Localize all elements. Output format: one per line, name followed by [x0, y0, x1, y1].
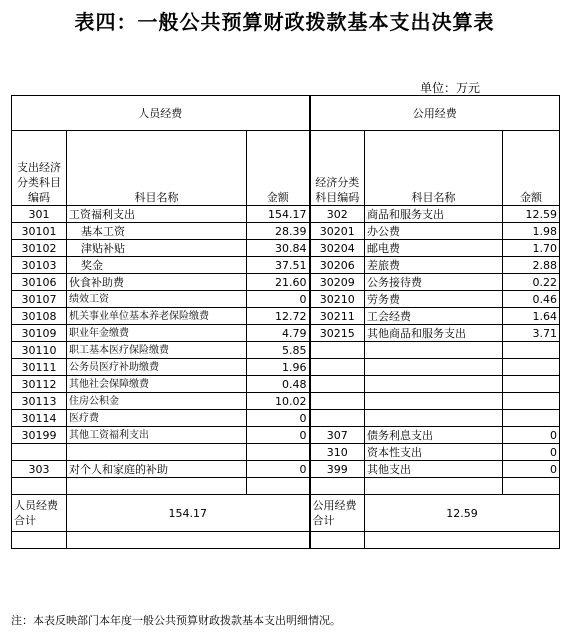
unit-label: 单位：万元	[420, 81, 481, 95]
right-code-cell	[310, 376, 365, 393]
empty-cell	[12, 532, 67, 549]
left-code-cell: 30103	[12, 257, 67, 274]
right-code-cell: 30206	[310, 257, 365, 274]
right-name-cell	[365, 410, 503, 427]
right-name-cell: 债务利息支出	[365, 427, 503, 444]
right-code-cell: 30210	[310, 291, 365, 308]
left-name-cell: 奖金	[67, 257, 247, 274]
left-code-cell: 30108	[12, 308, 67, 325]
right-name-cell: 办公费	[365, 223, 503, 240]
left-amount-cell: 10.02	[247, 393, 310, 410]
left-code-cell: 30114	[12, 410, 67, 427]
left-amount-cell: 0	[247, 427, 310, 444]
right-code-cell	[310, 342, 365, 359]
left-name-cell: 工资福利支出	[67, 206, 247, 223]
left-amount-cell: 12.72	[247, 308, 310, 325]
right-amount-cell: 1.70	[503, 240, 560, 257]
right-amount-cell: 0	[503, 444, 560, 461]
left-name-cell	[67, 478, 247, 495]
public-total-value: 12.59	[365, 495, 560, 532]
table-row	[12, 308, 560, 325]
right-name-cell: 工会经费	[365, 308, 503, 325]
right-amount-cell	[503, 342, 560, 359]
left-code-cell: 30101	[12, 223, 67, 240]
table-row	[12, 325, 560, 342]
table-row	[12, 274, 560, 291]
left-name-cell: 绩效工资	[67, 291, 247, 308]
right-amount-cell: 3.71	[503, 325, 560, 342]
left-name-cell: 机关事业单位基本养老保险缴费	[67, 308, 247, 325]
right-code-cell: 310	[310, 444, 365, 461]
right-name-cell: 商品和服务支出	[365, 206, 503, 223]
name-right-header: 科目名称	[365, 131, 503, 206]
right-name-cell: 资本性支出	[365, 444, 503, 461]
table-body	[12, 206, 560, 495]
right-amount-cell: 1.98	[503, 223, 560, 240]
left-name-cell: 伙食补助费	[67, 274, 247, 291]
right-amount-cell	[503, 359, 560, 376]
right-code-cell: 30201	[310, 223, 365, 240]
left-amount-cell	[247, 478, 310, 495]
left-name-cell: 基本工资	[67, 223, 247, 240]
amount-left-header: 金额	[247, 131, 310, 206]
table-row	[12, 359, 560, 376]
right-name-cell: 邮电费	[365, 240, 503, 257]
empty-cell	[67, 532, 310, 549]
left-code-cell: 30110	[12, 342, 67, 359]
right-amount-cell	[503, 393, 560, 410]
right-amount-cell: 0.22	[503, 274, 560, 291]
personnel-total-label: 人员经费合计	[12, 495, 67, 532]
left-name-cell: 其他社会保障缴费	[67, 376, 247, 393]
left-amount-cell: 0	[247, 291, 310, 308]
right-name-cell: 其他商品和服务支出	[365, 325, 503, 342]
right-amount-cell: 12.59	[503, 206, 560, 223]
right-amount-cell	[503, 478, 560, 495]
code-right-header: 经济分类科目编码	[310, 131, 365, 206]
left-code-cell: 30199	[12, 427, 67, 444]
left-code-cell: 30102	[12, 240, 67, 257]
right-amount-cell	[503, 376, 560, 393]
table-row	[12, 444, 560, 461]
right-code-cell: 30215	[310, 325, 365, 342]
left-amount-cell: 0.48	[247, 376, 310, 393]
right-code-cell: 30209	[310, 274, 365, 291]
left-code-cell: 303	[12, 461, 67, 478]
left-name-cell: 对个人和家庭的补助	[67, 461, 247, 478]
left-name-cell: 公务员医疗补助缴费	[67, 359, 247, 376]
left-amount-cell: 1.96	[247, 359, 310, 376]
left-amount-cell: 0	[247, 461, 310, 478]
code-left-header: 支出经济分类科目编码	[12, 131, 67, 206]
left-name-cell: 其他工资福利支出	[67, 427, 247, 444]
right-amount-cell: 1.64	[503, 308, 560, 325]
footnote: 注：本表反映部门本年度一般公共预算财政拨款基本支出明细情况。	[11, 614, 341, 627]
right-code-cell: 30211	[310, 308, 365, 325]
right-code-cell	[310, 359, 365, 376]
left-code-cell: 30111	[12, 359, 67, 376]
left-code-cell: 30109	[12, 325, 67, 342]
right-code-cell	[310, 478, 365, 495]
left-code-cell: 30107	[12, 291, 67, 308]
left-name-cell: 住房公积金	[67, 393, 247, 410]
left-amount-cell: 4.79	[247, 325, 310, 342]
right-name-cell	[365, 376, 503, 393]
left-amount-cell: 154.17	[247, 206, 310, 223]
public-total-label: 公用经费合计	[310, 495, 365, 532]
left-amount-cell: 30.84	[247, 240, 310, 257]
right-code-cell: 30204	[310, 240, 365, 257]
right-name-cell	[365, 478, 503, 495]
expenditure-table	[11, 95, 560, 549]
page-title: 表四：一般公共预算财政拨款基本支出决算表	[74, 10, 495, 34]
left-code-cell	[12, 478, 67, 495]
right-code-cell: 302	[310, 206, 365, 223]
right-code-cell: 399	[310, 461, 365, 478]
right-amount-cell: 2.88	[503, 257, 560, 274]
left-name-cell: 津贴补贴	[67, 240, 247, 257]
table-row	[12, 223, 560, 240]
amount-right-header: 金额	[503, 131, 560, 206]
left-amount-cell	[247, 444, 310, 461]
right-code-cell	[310, 393, 365, 410]
table-row	[12, 376, 560, 393]
right-name-cell	[365, 342, 503, 359]
right-amount-cell: 0	[503, 461, 560, 478]
table-row	[12, 291, 560, 308]
table-row	[12, 461, 560, 478]
left-name-cell: 职业年金缴费	[67, 325, 247, 342]
left-amount-cell: 5.85	[247, 342, 310, 359]
left-amount-cell: 21.60	[247, 274, 310, 291]
empty-cell	[365, 532, 560, 549]
table-row	[12, 393, 560, 410]
table-row	[12, 342, 560, 359]
table-row	[12, 240, 560, 257]
right-name-cell: 公务接待费	[365, 274, 503, 291]
right-name-cell: 劳务费	[365, 291, 503, 308]
personnel-total-value: 154.17	[67, 495, 310, 532]
right-name-cell: 其他支出	[365, 461, 503, 478]
left-amount-cell: 37.51	[247, 257, 310, 274]
right-name-cell: 差旅费	[365, 257, 503, 274]
table-row	[12, 206, 560, 223]
right-amount-cell: 0.46	[503, 291, 560, 308]
public-header: 公用经费	[310, 96, 560, 131]
right-code-cell	[310, 410, 365, 427]
personnel-header: 人员经费	[12, 96, 310, 131]
left-name-cell: 医疗费	[67, 410, 247, 427]
table-row	[12, 410, 560, 427]
right-name-cell	[365, 393, 503, 410]
left-name-cell	[67, 444, 247, 461]
table-row	[12, 257, 560, 274]
left-code-cell: 30113	[12, 393, 67, 410]
left-code-cell: 301	[12, 206, 67, 223]
table-row	[12, 478, 560, 495]
left-amount-cell: 0	[247, 410, 310, 427]
right-name-cell	[365, 359, 503, 376]
name-left-header: 科目名称	[67, 131, 247, 206]
left-code-cell: 30112	[12, 376, 67, 393]
right-amount-cell	[503, 410, 560, 427]
left-amount-cell: 28.39	[247, 223, 310, 240]
left-code-cell	[12, 444, 67, 461]
left-code-cell: 30106	[12, 274, 67, 291]
right-code-cell: 307	[310, 427, 365, 444]
empty-cell	[310, 532, 365, 549]
table-row	[12, 427, 560, 444]
right-amount-cell: 0	[503, 427, 560, 444]
left-name-cell: 职工基本医疗保险缴费	[67, 342, 247, 359]
